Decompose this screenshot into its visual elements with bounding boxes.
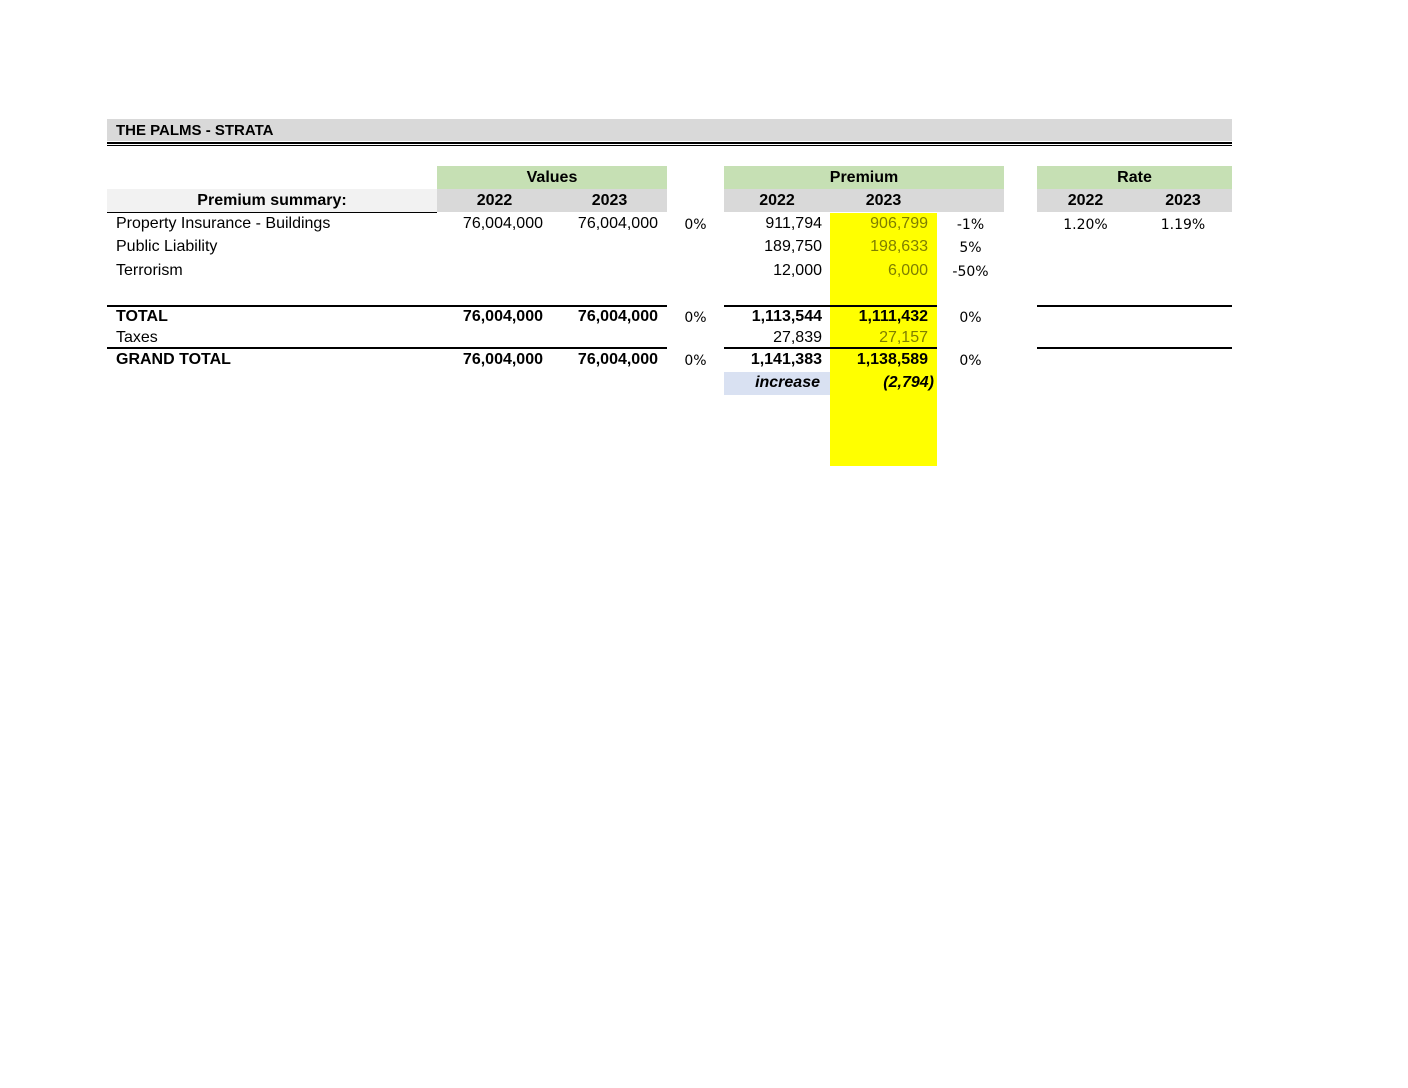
liability-premium-2022: 189,750 xyxy=(764,238,822,255)
grand-total-values-2022: 76,004,000 xyxy=(462,351,543,368)
grand-total-premium-2023: 1,138,589 xyxy=(856,351,928,368)
increase-value: (2,794) xyxy=(883,374,934,391)
terrorism-premium-2023: 6,000 xyxy=(887,262,928,279)
grand-total-premium-change: 0% xyxy=(959,353,982,369)
increase-label: increase xyxy=(755,374,820,391)
total-premium-2023: 1,111,432 xyxy=(858,308,928,325)
values-header: Values xyxy=(437,166,667,189)
liability-premium-change: 5% xyxy=(959,240,982,256)
property-premium-2023: 906,799 xyxy=(870,215,928,232)
property-premium-2022: 911,794 xyxy=(765,215,822,232)
terrorism-premium-2022: 12,000 xyxy=(773,262,822,279)
row-label-terrorism: Terrorism xyxy=(116,262,183,279)
values-2022-header: 2022 xyxy=(437,189,552,212)
terrorism-premium-change: -50% xyxy=(952,264,989,280)
title-underline-thick xyxy=(107,142,1232,144)
grand-total-premium-2022: 1,141,383 xyxy=(750,351,822,368)
premium-header: Premium xyxy=(724,166,1004,189)
total-topline-rate xyxy=(1037,305,1232,307)
taxes-premium-2023: 27,157 xyxy=(879,329,928,346)
row-label-property: Property Insurance - Buildings xyxy=(116,215,331,232)
liability-premium-2023: 198,633 xyxy=(870,238,928,255)
property-values-2022: 76,004,000 xyxy=(462,215,543,232)
premium-summary-header: Premium summary: xyxy=(107,189,437,212)
rate-header: Rate xyxy=(1037,166,1232,189)
premium-2023-header: 2023 xyxy=(830,189,937,212)
grand-total-topline-rate xyxy=(1037,347,1232,349)
values-2023-header: 2023 xyxy=(552,189,667,212)
total-values-2022: 76,004,000 xyxy=(462,308,543,325)
property-rate-2023: 1.19% xyxy=(1160,217,1206,233)
total-premium-change: 0% xyxy=(959,310,982,326)
row-label-grand-total: GRAND TOTAL xyxy=(116,351,231,368)
row-label-taxes: Taxes xyxy=(116,329,158,346)
property-premium-change: -1% xyxy=(956,217,985,233)
premium-2022-header: 2022 xyxy=(724,189,830,212)
total-values-2023: 76,004,000 xyxy=(577,308,658,325)
property-values-change: 0% xyxy=(684,217,707,233)
row-label-total: TOTAL xyxy=(116,308,168,325)
row-label-liability: Public Liability xyxy=(116,238,218,255)
grand-total-values-change: 0% xyxy=(684,353,707,369)
sheet-title: THE PALMS - STRATA xyxy=(107,119,1232,141)
total-values-change: 0% xyxy=(684,310,707,326)
rate-2022-header: 2022 xyxy=(1037,189,1134,212)
property-values-2023: 76,004,000 xyxy=(577,215,658,232)
premium-change-header xyxy=(937,189,1004,212)
taxes-premium-2022: 27,839 xyxy=(773,329,822,346)
total-premium-2022: 1,113,544 xyxy=(751,308,822,325)
grand-total-values-2023: 76,004,000 xyxy=(577,351,658,368)
title-underline-thin xyxy=(107,145,1232,146)
rate-2023-header: 2023 xyxy=(1134,189,1232,212)
property-rate-2022: 1.20% xyxy=(1063,217,1108,233)
